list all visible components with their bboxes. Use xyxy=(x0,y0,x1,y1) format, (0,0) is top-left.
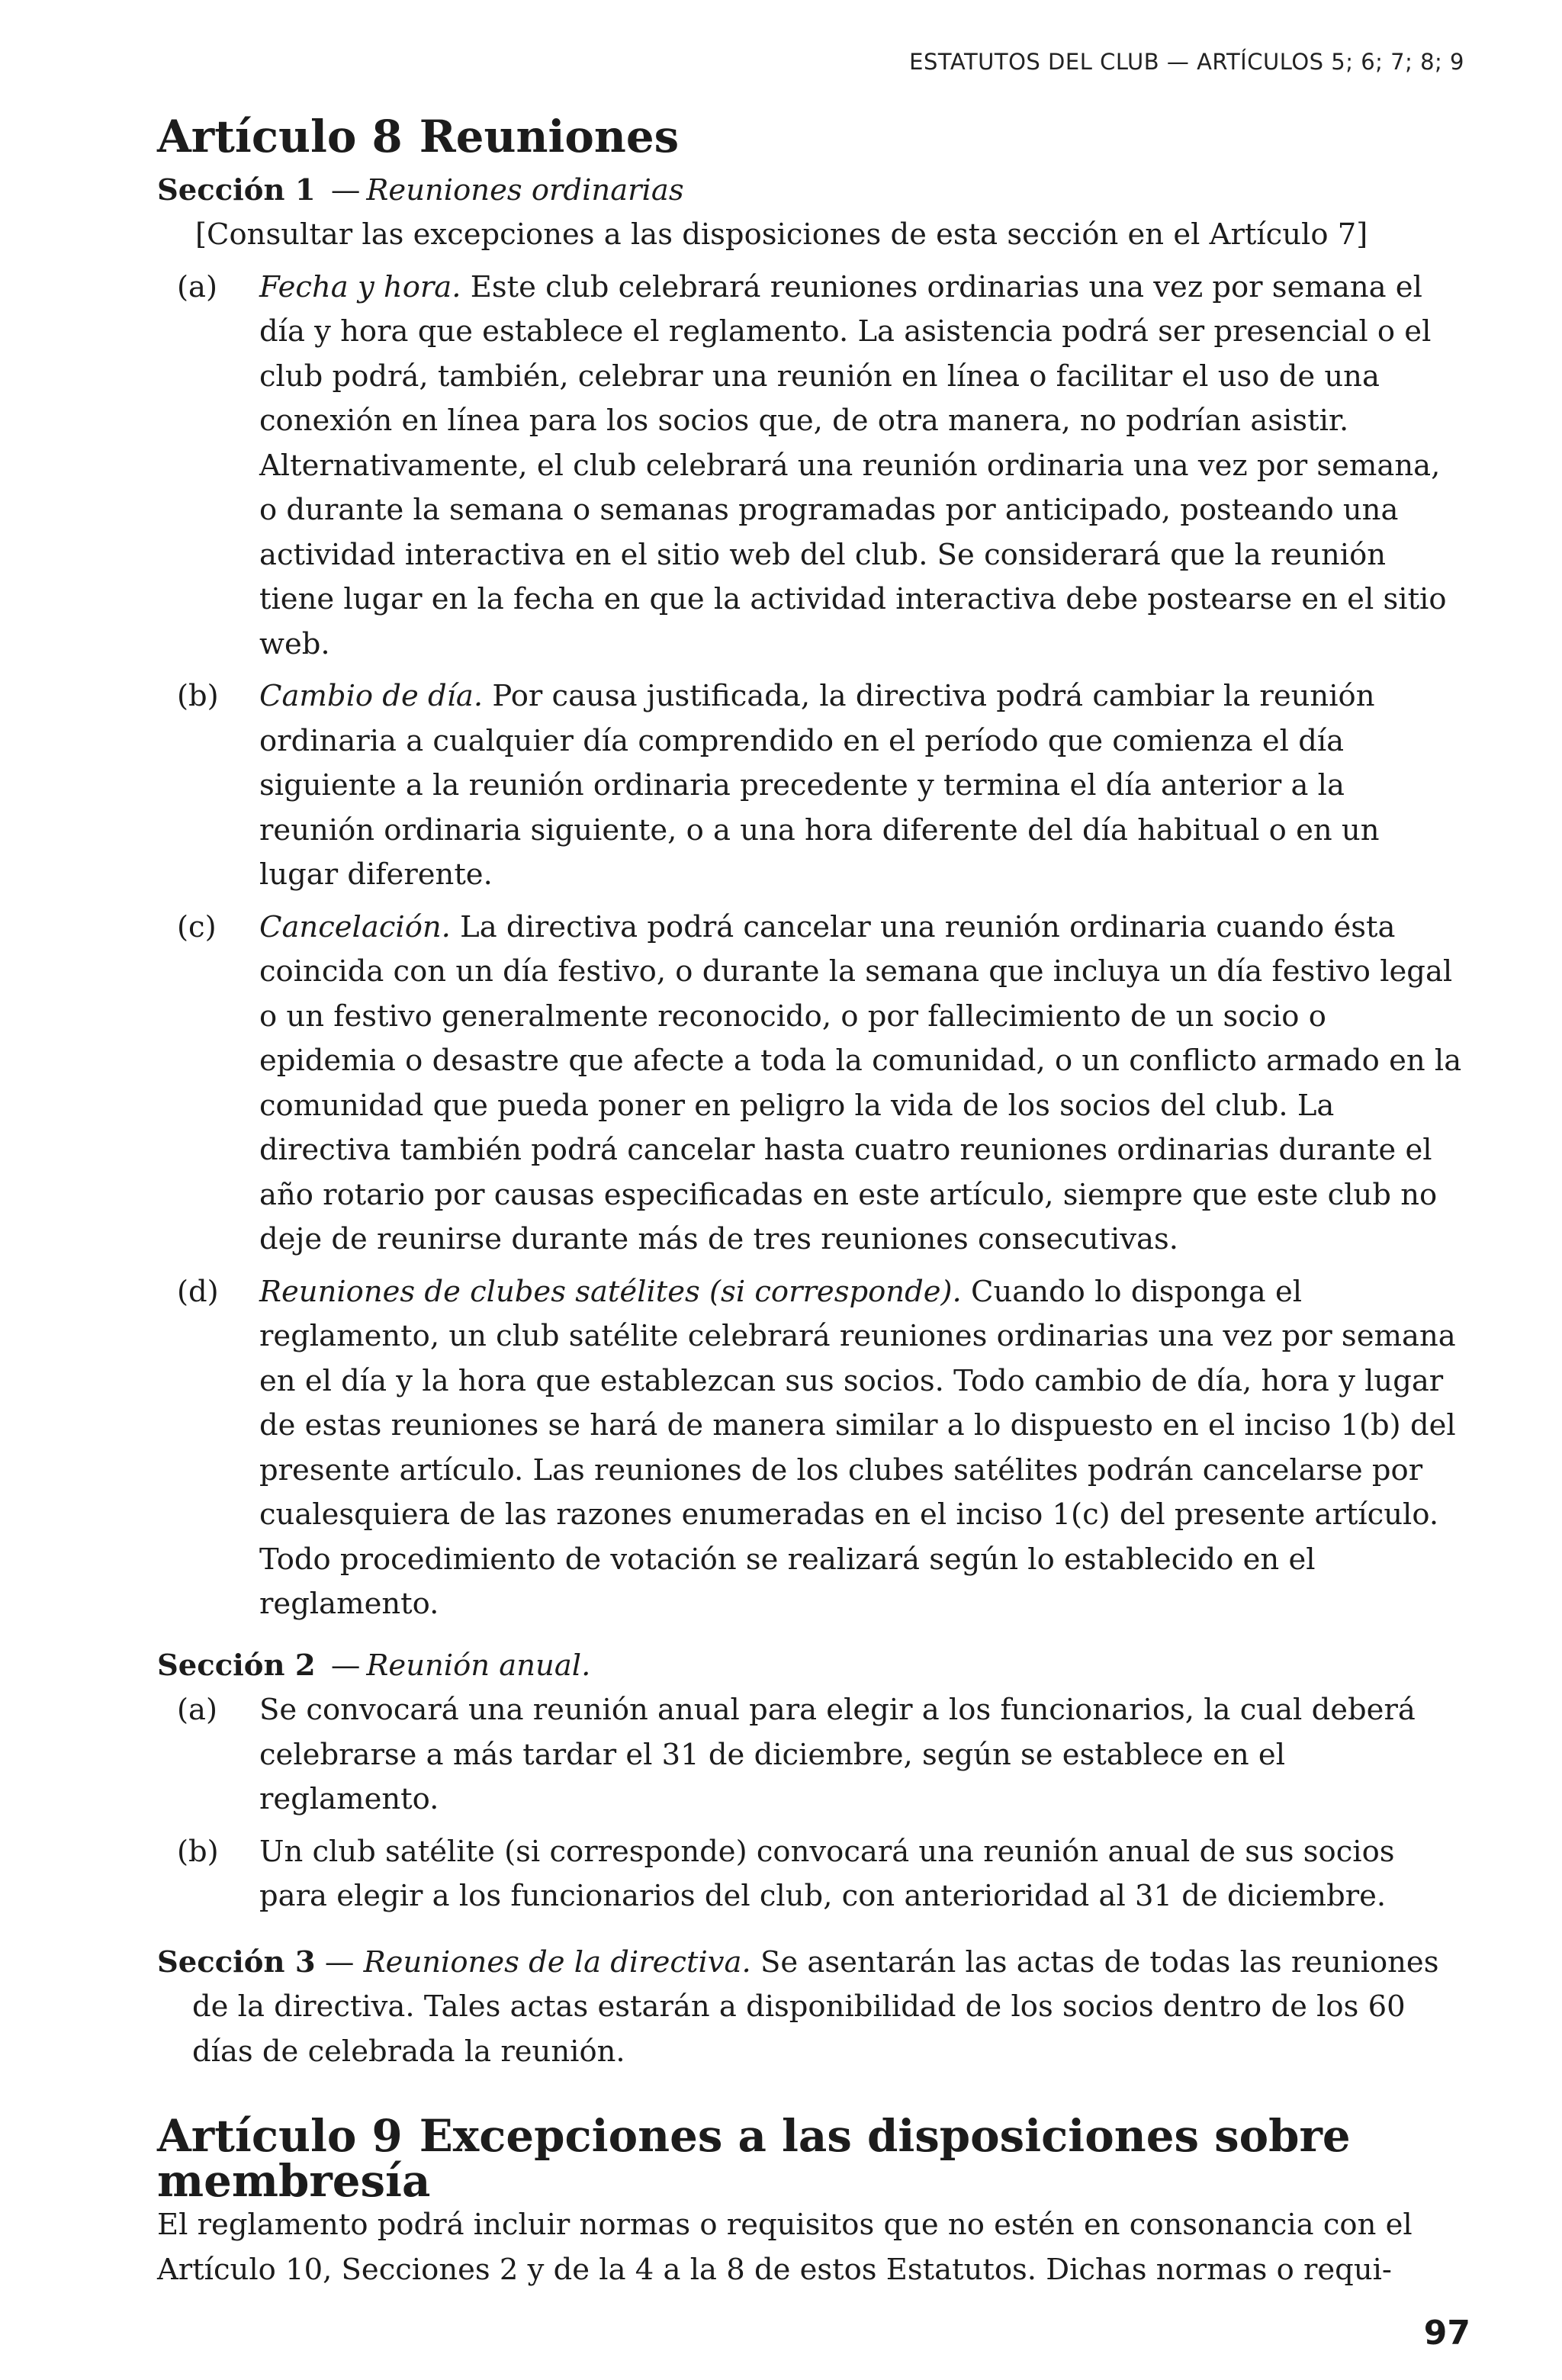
item-mark: (a) xyxy=(177,269,217,304)
document-body xyxy=(157,111,1463,2292)
item-mark: (d) xyxy=(177,1274,219,1309)
section-1-item-d xyxy=(157,1270,1463,1627)
article-9-number: Artículo 9 xyxy=(157,2110,403,2162)
item-lead: Cambio de día. xyxy=(259,679,484,713)
item-text: Por causa justificada, la directiva podrá cambiar la reunión ordinaria a cualquier día comprendido en el período que comienza el día siguiente a la reunión ordinaria precedente y termina el día anterior a la reunión ordinaria siguiente, o a una hora diferente del día habitual o en un lugar diferente. xyxy=(259,679,1380,892)
item-text: Este club celebrará reuniones ordinarias una vez por semana el día y hora que establece el reglamento. La asistencia podrá ser presencial o el club podrá, también, celebrar una reunión en línea o facilitar el uso de una conexión en línea para los socios que, de otra manera, no podrían asistir. Alternativamente, el club celebrará una reunión ordinaria una vez por semana, o durante la semana o semanas programadas por anticipado, posteando una actividad interactiva en el sitio web del club. Se considerará que la reunión tiene lugar en la fecha en que la actividad interactiva debe postearse en el sitio web. xyxy=(259,269,1447,661)
section-3-paragraph xyxy=(157,1941,1463,2075)
running-header: ESTATUTOS DEL CLUB — ARTÍCULOS 5; 6; 7; 8; 9 xyxy=(909,49,1464,75)
article-9-text: El reglamento podrá incluir normas o requisitos que no estén en consonancia con el Artículo 10, Secciones 2 y de la 4 a la 8 de estos Estatutos. Dichas normas o requi- xyxy=(157,2208,1413,2287)
article-9-heading xyxy=(157,2110,1463,2207)
section-2-title: Reunión anual. xyxy=(366,1648,591,1683)
article-8-title: Reuniones xyxy=(419,111,680,162)
article-8-number: Artículo 8 xyxy=(157,111,403,162)
item-mark: (b) xyxy=(177,1834,219,1869)
section-1-heading xyxy=(157,169,1463,214)
section-2-heading xyxy=(157,1644,1463,1689)
section-2-dash: — xyxy=(330,1648,361,1683)
item-mark: (c) xyxy=(177,909,217,944)
section-2-item-a xyxy=(157,1688,1463,1822)
section-1-item-c xyxy=(157,905,1463,1262)
item-text: La directiva podrá cancelar una reunión ordinaria cuando ésta coincida con un día festivo, o durante la semana que incluya un día festivo legal o un festivo generalmente reconocido, o por fallecimiento de un socio o epidemia o desastre que afecte a toda la comunidad, o un conflicto armado en la comunidad que pueda poner en peligro la vida de los socios del club. La directiva también podrá cancelar hasta cuatro reuniones ordinarias durante el año rotario por causas especificadas en este artículo, siempre que este club no deje de reunirse durante más de tres reuniones consecutivas. xyxy=(259,909,1462,1256)
section-2-number: Sección 2 xyxy=(157,1648,316,1683)
item-lead: Fecha y hora. xyxy=(259,269,461,304)
item-text: Un club satélite (si corresponde) convocará una reunión anual de sus socios para elegir a los funcionarios del club, con anterioridad al 31 de diciembre. xyxy=(259,1834,1395,1913)
section-1-item-b xyxy=(157,674,1463,898)
item-text: Se convocará una reunión anual para elegir a los funcionarios, la cual deberá celebrarse a más tardar el 31 de diciembre, según se establece en el reglamento. xyxy=(259,1693,1416,1816)
section-2-item-b xyxy=(157,1830,1463,1919)
section-1-number: Sección 1 xyxy=(157,172,316,207)
section-3-text: Se asentarán las actas de todas las reuniones de la directiva. Tales actas estarán a disponibilidad de los socios dentro de los 60 días de celebrada la reunión. xyxy=(192,1944,1439,2069)
article-9-title: Excepciones a las disposiciones sobre membresía xyxy=(157,2110,1351,2207)
section-1-item-a xyxy=(157,265,1463,667)
section-3-title: Reuniones de la directiva. xyxy=(363,1944,751,1980)
item-text: Cuando lo disponga el reglamento, un club satélite celebrará reuniones ordinarias una vez por semana en el día y la hora que establezcan sus socios. Todo cambio de día, hora y lugar de estas reuniones se hará de manera similar a lo dispuesto en el inciso 1(b) del presente artículo. Las reuniones de los clubes satélites podrán cancelarse por cualesquiera de las razones enumeradas en el inciso 1(c) del presente artículo. Todo procedimiento de votación se realizará según lo establecido en el reglamento. xyxy=(259,1274,1456,1621)
section-1-note: [Consultar las excepciones a las disposiciones de esta sección en el Artículo 7] xyxy=(195,217,1368,252)
article-8-heading xyxy=(157,111,1463,162)
page-number: 97 xyxy=(1423,2314,1470,2353)
item-lead: Reuniones de clubes satélites (si corresponde). xyxy=(259,1274,962,1309)
section-1-title: Reuniones ordinarias xyxy=(366,172,684,207)
section-3-number: Sección 3 xyxy=(157,1944,316,1980)
item-mark: (b) xyxy=(177,679,219,713)
section-1-dash: — xyxy=(330,172,361,207)
item-lead: Cancelación. xyxy=(259,909,451,944)
section-3-dash: — xyxy=(324,1944,355,1980)
item-mark: (a) xyxy=(177,1693,217,1727)
